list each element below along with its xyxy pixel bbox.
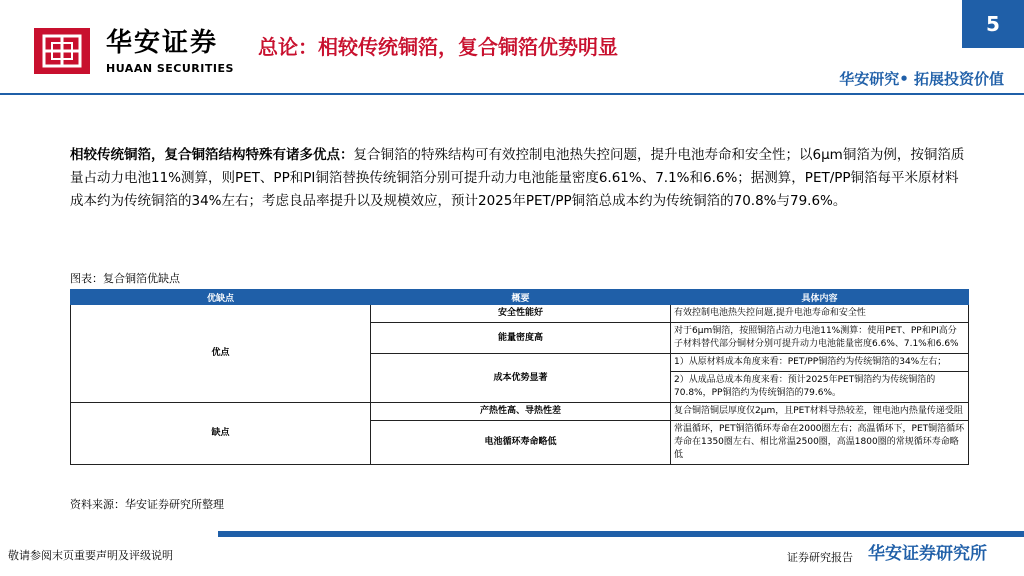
figure-title: 图表：复合铜箔优缺点 (70, 272, 180, 285)
footer-bar (218, 531, 1024, 537)
summary-cell: 电池循环寿命略低 (371, 421, 671, 465)
column-header-summary: 概要 (371, 290, 671, 305)
detail-cell: 1）从原材料成本角度来看：PET/PP铜箔约为传统铜箔的34%左右； (671, 354, 969, 372)
intro-body: 复合铜箔的特殊结构可有效控制电池热失控问题，提升电池寿命和安全性；以6μm铜箔为例，按铜箔质量占动力电池11%测算，则PET、PP和PI铜箔替换传统铜箔分别可提升动力电池能量密度6.61%、7.1%和6.6%；据测算，PET/PP铜箔每平米原材料成本约为传统铜箔的34%左右；考虑良品率提升以及规模效应，预计2025年PET/PP铜箔总成本约为传统铜箔的70.8%与79.6%。 (70, 147, 965, 209)
footer-report-label: 证券研究报告 (787, 551, 853, 564)
summary-cell: 能量密度高 (371, 323, 671, 354)
intro-paragraph (70, 144, 970, 213)
table-row (71, 305, 969, 323)
page-title: 总论：相较传统铜箔，复合铜箔优势明显 (258, 35, 618, 59)
detail-cell: 2）从成品总成本角度来看：预计2025年PET铜箔约为传统铜箔的70.8%，PP铜箔约为传统铜箔的79.6%。 (671, 372, 969, 403)
logo-mark-icon (34, 28, 90, 74)
summary-cell: 产热性高、导热性差 (371, 403, 671, 421)
slogan: 华安研究• 拓展投资价值 (839, 70, 1004, 88)
detail-cell: 对于6μm铜箔，按照铜箔占动力电池11%测算：使用PET、PP和PI高分子材料替代部分铜材分别可提升动力电池能量密度6.6%、7.1%和6.6% (671, 323, 969, 354)
column-header-type: 优缺点 (71, 290, 371, 305)
table-header-row (71, 290, 969, 305)
detail-cell: 复合铜箔铜层厚度仅2μm，且PET材料导热较差，锂电池内热量传递受阻 (671, 403, 969, 421)
page-number: 5 (962, 0, 1024, 48)
advantages-cell: 优点 (71, 305, 371, 403)
detail-cell: 常温循环，PET铜箔循环寿命在2000圈左右；高温循环下，PET铜箔循环寿命在1350圈左右、相比常温2500圈，高温1800圈的常规循环寿命略低 (671, 421, 969, 465)
summary-cell: 安全性能好 (371, 305, 671, 323)
column-header-detail: 具体内容 (671, 290, 969, 305)
footer-disclaimer: 敬请参阅末页重要声明及评级说明 (8, 549, 173, 562)
table-row (71, 403, 969, 421)
detail-cell: 有效控制电池热失控问题,提升电池寿命和安全性 (671, 305, 969, 323)
company-logo (34, 28, 90, 74)
source-note: 资料来源：华安证券研究所整理 (70, 498, 224, 511)
disadvantages-cell: 缺点 (71, 403, 371, 465)
intro-lead: 相较传统铜箔，复合铜箔结构特殊有诸多优点： (70, 147, 354, 163)
brand-name-cn: 华安证券 (106, 28, 219, 58)
header-divider (0, 93, 1024, 95)
summary-cell: 成本优势显著 (371, 354, 671, 403)
pros-cons-table (70, 289, 969, 465)
brand-name-en: HUAAN SECURITIES (106, 62, 234, 75)
footer-brand: 华安证券研究所 (868, 544, 987, 564)
